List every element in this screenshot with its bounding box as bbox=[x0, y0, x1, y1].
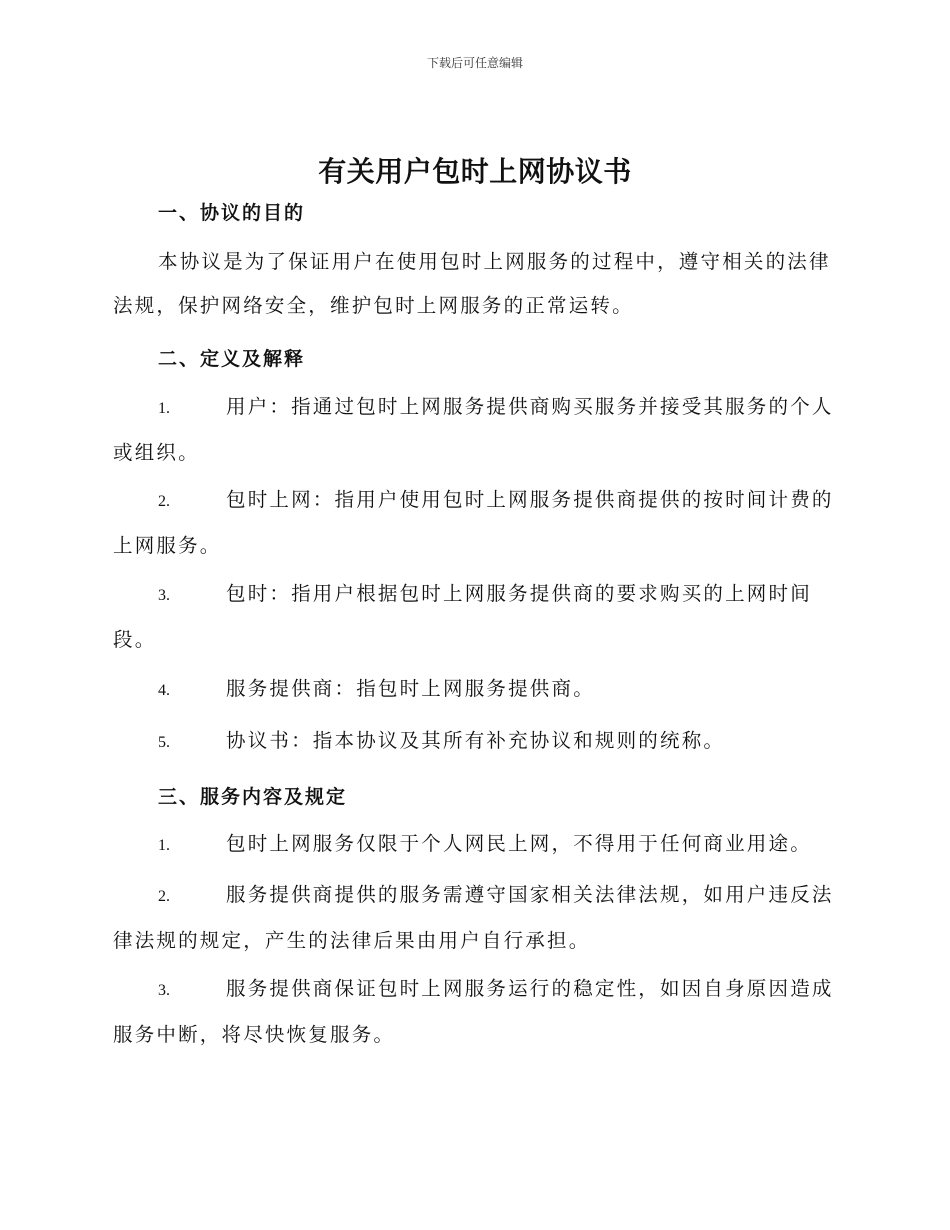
section-heading-purpose: 一、协议的目的 bbox=[158, 202, 306, 224]
item-number: 2. bbox=[158, 888, 170, 905]
definition-item bbox=[113, 478, 843, 568]
item-number: 4. bbox=[158, 682, 170, 699]
item-text: 服务提供商保证包时上网服务运行的稳定性，如因自身原因造成服务中断，将尽快恢复服务。 bbox=[113, 977, 834, 1046]
definition-item bbox=[113, 385, 843, 475]
item-text: 包时上网服务仅限于个人网民上网，不得用于任何商业用途。 bbox=[226, 832, 812, 855]
item-number: 2. bbox=[158, 493, 170, 510]
item-text: 包时：指用户根据包时上网服务提供商的要求购买的上网时间段。 bbox=[113, 582, 812, 651]
item-number: 3. bbox=[158, 587, 170, 604]
section-heading-service: 三、服务内容及规定 bbox=[158, 786, 348, 808]
section-heading-definitions: 二、定义及解释 bbox=[158, 348, 306, 370]
definition-item bbox=[113, 667, 843, 713]
service-item bbox=[113, 967, 843, 1057]
item-text: 服务提供商：指包时上网服务提供商。 bbox=[226, 677, 595, 700]
item-text: 包时上网：指用户使用包时上网服务提供商提供的按时间计费的上网服务。 bbox=[113, 488, 834, 557]
definition-item bbox=[113, 719, 843, 765]
item-number: 1. bbox=[158, 837, 170, 854]
item-number: 1. bbox=[158, 400, 170, 417]
item-text: 用户：指通过包时上网服务提供商购买服务并接受其服务的个人或组织。 bbox=[113, 395, 834, 464]
item-number: 5. bbox=[158, 734, 170, 751]
item-text: 协议书：指本协议及其所有补充协议和规则的统称。 bbox=[226, 729, 726, 752]
service-item bbox=[113, 822, 843, 868]
section-paragraph-purpose: 本协议是为了保证用户在使用包时上网服务的过程中，遵守相关的法律法规，保护网络安全，维护包时上网服务的正常运转。 bbox=[113, 250, 831, 317]
item-text: 服务提供商提供的服务需遵守国家相关法律法规，如用户违反法律法规的规定，产生的法律后果由用户自行承担。 bbox=[113, 883, 834, 952]
service-item bbox=[113, 873, 843, 963]
definition-item bbox=[113, 572, 843, 662]
item-number: 3. bbox=[158, 982, 170, 999]
document-title: 有关用户包时上网协议书 bbox=[318, 155, 632, 188]
page-header-note: 下载后可任意编辑 bbox=[426, 56, 523, 70]
